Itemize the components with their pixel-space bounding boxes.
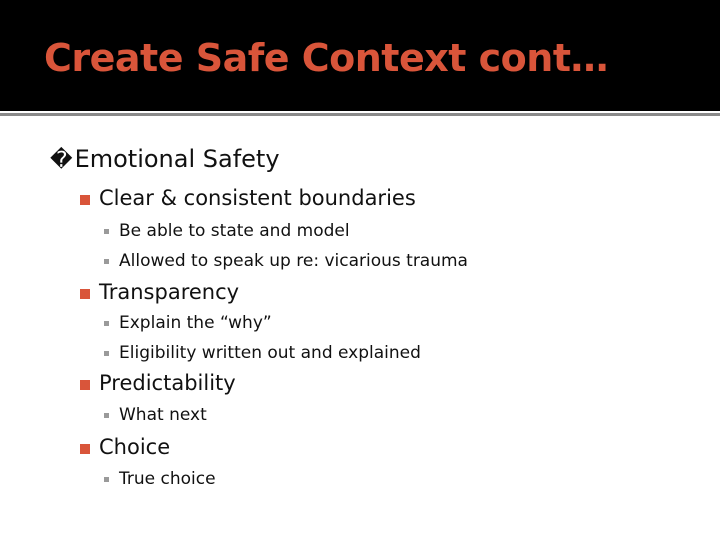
subbullet-text: Eligibility written out and explained [119,343,421,363]
subbullet-text: What next [119,405,207,425]
square-bullet-icon [80,380,90,390]
small-square-bullet-icon [104,321,109,326]
small-square-bullet-icon [104,229,109,234]
bullet-text: Clear & consistent boundaries [99,186,416,210]
heading-emotional-safety [50,145,280,173]
subbullet-text: True choice [119,469,216,489]
small-square-bullet-icon [104,413,109,418]
bullet-text: Transparency [99,280,240,304]
small-square-bullet-icon [104,259,109,264]
square-bullet-icon [80,289,90,299]
missing-glyph-icon: � [50,148,73,173]
subbullet-text: Allowed to speak up re: vicarious trauma [119,251,468,271]
small-square-bullet-icon [104,477,109,482]
small-square-bullet-icon [104,351,109,356]
slide-title: Create Safe Context cont… [44,36,608,80]
subbullet-text: Explain the “why” [119,313,272,333]
bullet-text: Predictability [99,371,236,395]
bullet-text: Choice [99,435,171,459]
subbullet-text: Be able to state and model [119,221,350,241]
square-bullet-icon [80,444,90,454]
heading-text: Emotional Safety [74,145,280,173]
square-bullet-icon [80,195,90,205]
